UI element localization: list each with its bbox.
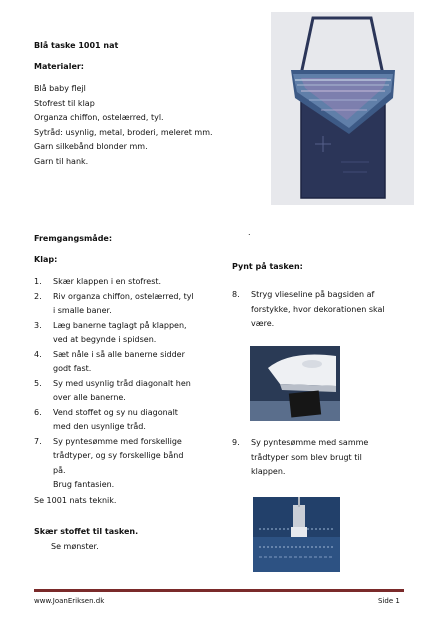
step-text: trådtyper, og sy forskellige bånd (53, 451, 184, 460)
step-text: Brug fantasien. (53, 480, 115, 489)
step-text: klappen. (251, 467, 286, 476)
step-text: Sy med usynlig tråd diagonalt hen (53, 378, 191, 388)
step-number: 8. (232, 290, 240, 299)
step-text: Sy pyntesømme med samme (251, 438, 369, 447)
list-item (34, 348, 194, 377)
step-number: 1. (34, 277, 42, 286)
step-text: Skær klappen i en stofrest. (53, 277, 162, 286)
decor-heading: Pynt på tasken: (232, 262, 303, 271)
footer-rule (34, 589, 404, 592)
sewing-photo (253, 497, 340, 572)
list-item (34, 377, 194, 406)
step-text: i smalle baner. (53, 306, 112, 315)
sewing-illustration (253, 497, 340, 572)
step-text: over alle banerne. (53, 393, 126, 402)
step-number: 6. (34, 407, 42, 417)
step-text: trådtyper som blev brugt til (251, 452, 362, 462)
stray-dot: . (248, 228, 251, 237)
step-text: være. (251, 319, 275, 328)
pattern-note: Se mønster. (51, 542, 99, 551)
step-text: Sy pyntesømme med forskellige (53, 436, 182, 446)
materials-heading: Materialer: (34, 62, 85, 71)
decor-step-9 (232, 436, 368, 480)
list-item (34, 290, 194, 319)
materials-item: Sytråd: usynlig, metal, broderi, meleret mm. (34, 127, 213, 137)
step-text: på. (53, 465, 66, 475)
flap-heading: Klap: (34, 255, 58, 264)
materials-item: Stofrest til klap (34, 98, 95, 108)
materials-item: Garn silkebånd blonder mm. (34, 142, 148, 151)
list-item (232, 436, 368, 480)
step-number: 5. (34, 378, 42, 388)
iron-illustration (250, 346, 340, 421)
footer-page-number: Side 1 (378, 597, 400, 605)
list-item (232, 288, 385, 332)
step-number: 3. (34, 320, 42, 330)
method-heading: Fremgangsmåde: (34, 234, 113, 243)
footer-website: www.JoanEriksen.dk (34, 597, 105, 605)
step-text: Vend stoffet og sy nu diagonalt (53, 407, 178, 417)
list-item (34, 406, 194, 435)
materials-item: Garn til hank. (34, 156, 89, 166)
flap-steps (34, 275, 194, 493)
step-text: Sæt nåle i så alle banerne sidder (53, 349, 185, 359)
step-number: 9. (232, 438, 240, 447)
step-text: med den usynlige tråd. (53, 422, 146, 431)
step-text: godt fast. (53, 364, 92, 373)
materials-item: Blå baby flejl (34, 84, 86, 93)
bag-illustration (271, 12, 414, 205)
step-text: Læg banerne taglagt på klappen, (53, 320, 187, 330)
step-text: Riv organza chiffon, ostelærred, tyl (53, 291, 194, 301)
decor-step-8 (232, 288, 385, 332)
step-number: 4. (34, 349, 42, 359)
step-number: 2. (34, 291, 42, 301)
step-text: ved at begynde i spidsen. (53, 335, 157, 344)
document-title: Blå taske 1001 nat (34, 41, 119, 50)
materials-item: Organza chiffon, ostelærred, tyl. (34, 113, 164, 122)
step-text: forstykke, hvor dekorationen skal (251, 304, 385, 314)
bag-photo (271, 12, 414, 205)
list-item (34, 275, 194, 290)
cut-heading: Skær stoffet til tasken. (34, 527, 139, 536)
technique-note: Se 1001 nats teknik. (34, 496, 117, 505)
step-text: Stryg vlieseline på bagsiden af (251, 290, 375, 299)
step-number: 7. (34, 436, 42, 446)
iron-photo (250, 346, 340, 421)
materials-list (34, 82, 213, 169)
list-item (34, 319, 194, 348)
list-item (34, 435, 194, 493)
